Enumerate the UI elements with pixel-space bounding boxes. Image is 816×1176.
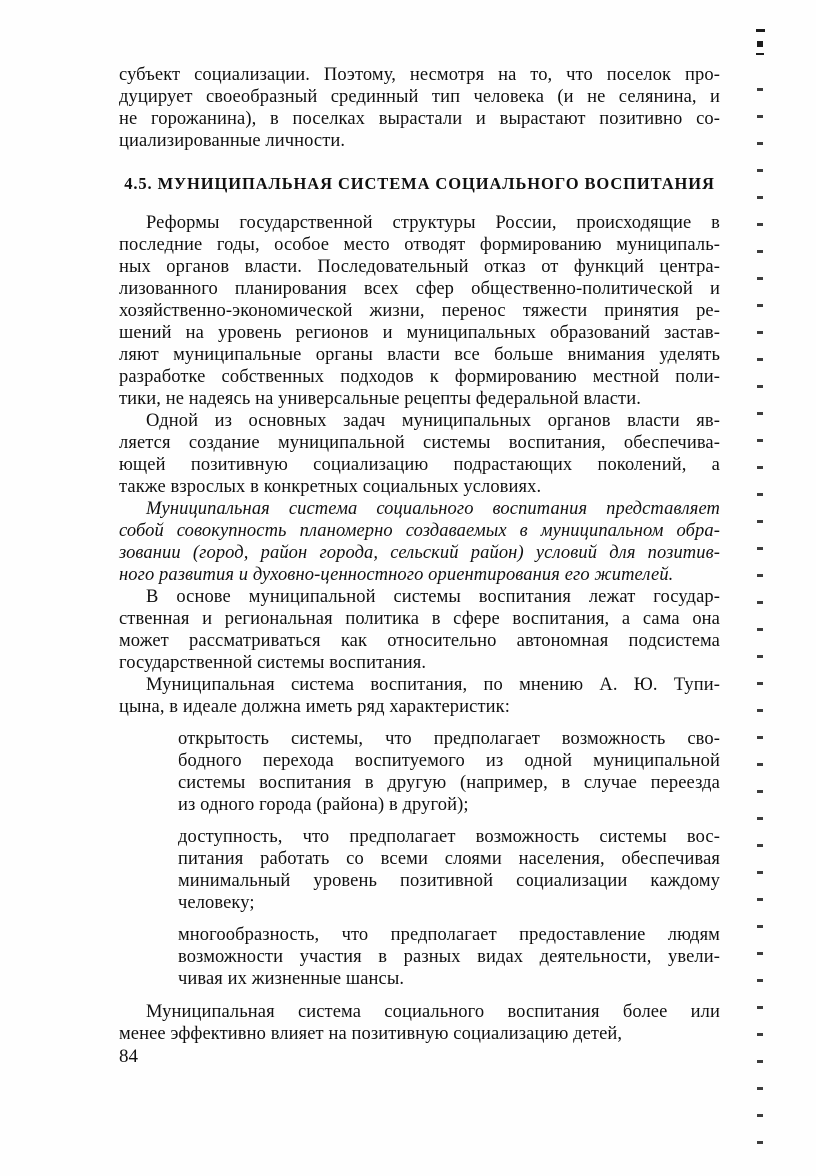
text-line: ных органов власти. Последовательный отказ от функций центра- xyxy=(119,257,720,277)
text-line: государственной системы воспитания. xyxy=(119,653,427,673)
text-line: разработке собственных подходов к формированию местной поли- xyxy=(119,367,720,387)
text-line: открытость системы, что предполагает возможность сво- xyxy=(178,729,720,749)
text-line: Муниципальная система воспитания, по мнению А. Ю. Тупи- xyxy=(146,675,720,695)
list-item xyxy=(178,728,720,816)
text-line: В основе муниципальной системы воспитания лежат государ- xyxy=(146,587,720,607)
text-line: субъект социализации. Поэтому, несмотря на то, что поселок про- xyxy=(119,65,720,85)
text-line: минимальный уровень позитивной социализации каждому xyxy=(178,871,720,891)
text-line: хозяйственно-экономической жизни, перенос тяжести принятия ре- xyxy=(119,301,720,321)
paragraph xyxy=(119,1001,720,1045)
text-line: собой совокупность планомерно создаваемых в муниципальном обра- xyxy=(119,521,720,541)
paragraph xyxy=(119,410,720,498)
scan-artifact xyxy=(757,41,763,47)
text-line: ного развития и духовно-ценностного ориентирования его жителей. xyxy=(119,565,674,585)
text-line: питания работать со всеми слоями населения, обеспечивая xyxy=(178,849,720,869)
text-line: зовании (город, район города, сельский район) условий для позитив- xyxy=(119,543,720,563)
text-line: доступность, что предполагает возможность системы вос- xyxy=(178,827,720,847)
list-item xyxy=(178,826,720,914)
page-number: 84 xyxy=(119,1046,138,1067)
text-line: цына, в идеале должна иметь ряд характеристик: xyxy=(119,697,510,717)
text-line: лизованного планирования всех сфер общественно-политической и xyxy=(119,279,720,299)
text-line: тики, не надеясь на универсальные рецепты федеральной власти. xyxy=(119,389,641,409)
text-line: Муниципальная система социального воспитания представляет xyxy=(146,499,720,519)
text-line: возможности участия в разных видах деятельности, увели- xyxy=(178,947,720,967)
text-line: последние годы, особое место отводят формированию муниципаль- xyxy=(119,235,720,255)
text-column xyxy=(119,64,720,1045)
text-line: не горожанина), в поселках вырастали и вырастают позитивно со- xyxy=(119,109,720,129)
text-line: дуцирует своеобразный срединный тип человека (и не селянина, и xyxy=(119,87,720,107)
paragraph xyxy=(119,498,720,586)
text-line: ственная и региональная политика в сфере воспитания, а сама она xyxy=(119,609,720,629)
text-line: человеку; xyxy=(178,893,255,913)
text-line: менее эффективно влияет на позитивную социализацию детей, xyxy=(119,1024,623,1044)
paragraph xyxy=(119,64,720,152)
text-line: циализированные личности. xyxy=(119,131,346,151)
scan-artifact xyxy=(756,29,765,32)
text-line: чивая их жизненные шансы. xyxy=(178,969,405,989)
paragraph xyxy=(119,674,720,718)
text-line: ляют муниципальные органы власти все больше внимания уделять xyxy=(119,345,720,365)
text-line: 4.5. МУНИЦИПАЛЬНАЯ СИСТЕМА СОЦИАЛЬНОГО ВОСПИТАНИЯ xyxy=(124,174,715,193)
text-line: многообразность, что предполагает предоставление людям xyxy=(178,925,720,945)
text-line: может рассматриваться как относительно автономная подсистема xyxy=(119,631,720,651)
list-item xyxy=(178,924,720,990)
text-line: ющей позитивную социализацию подрастающих поколений, а xyxy=(119,455,720,475)
text-line: из одного города (района) в другой); xyxy=(178,795,469,815)
text-line: Реформы государственной структуры России, происходящие в xyxy=(146,213,720,233)
text-line: системы воспитания в другую (например, в случае переезда xyxy=(178,773,720,793)
paragraph xyxy=(119,212,720,410)
text-line: Муниципальная система социального воспитания более или xyxy=(146,1002,720,1022)
scan-artifact xyxy=(756,53,764,55)
text-line: Одной из основных задач муниципальных органов власти яв- xyxy=(146,411,720,431)
scan-artifact-strip xyxy=(757,88,763,1146)
paragraph xyxy=(119,586,720,674)
text-line: ляется создание муниципальной системы воспитания, обеспечива- xyxy=(119,433,720,453)
text-line: бодного перехода воспитуемого из одной муниципальной xyxy=(178,751,720,771)
text-line: также взрослых в конкретных социальных условиях. xyxy=(119,477,542,497)
section-heading xyxy=(119,174,720,194)
text-line: шений на уровень регионов и муниципальных образований застав- xyxy=(119,323,720,343)
